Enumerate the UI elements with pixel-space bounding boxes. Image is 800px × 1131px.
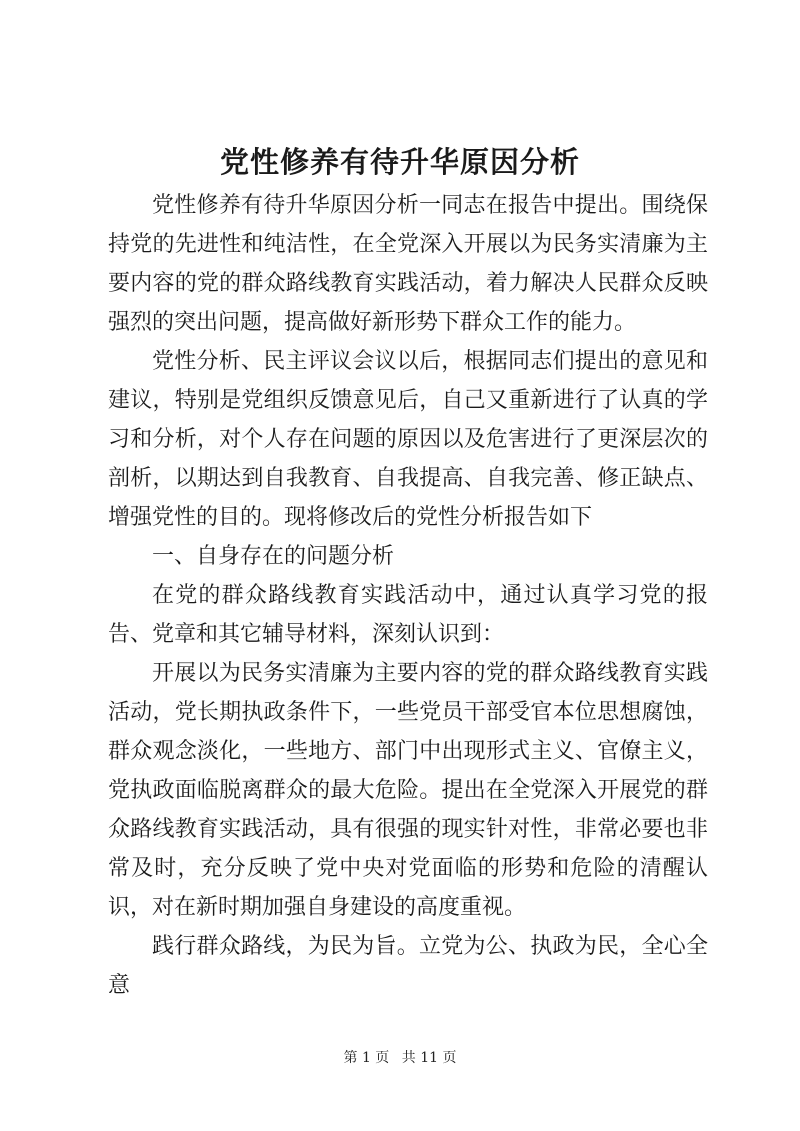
paragraph: 党性分析、民主评议会议以后，根据同志们提出的意见和建议，特别是党组织反馈意见后，自己又重新进行了认真的学习和分析，对个人存在问题的原因以及危害进行了更深层次的剖析，以期达到自我教育、自我提高、自我完善、修正缺点、增强党性的目的。现将修改后的党性分析报告如下 xyxy=(108,349,708,530)
section-heading: 一、自身存在的问题分析 xyxy=(152,544,395,569)
paragraph: 践行群众路线，为民为旨。立党为公、执政为民，全心全意 xyxy=(108,934,708,998)
page-total: 共 11 页 xyxy=(401,1050,457,1066)
paragraph: 党性修养有待升华原因分析一同志在报告中提出。围绕保持党的先进性和纯洁性，在全党深入开展以为民务实清廉为主要内容的党的群众路线教育实践活动，着力解决人民群众反映强烈的突出问题，提高做好新形势下群众工作的能力。 xyxy=(108,193,708,335)
document-body xyxy=(108,186,708,1005)
page-number: 第 1 页 xyxy=(343,1050,390,1066)
paragraph: 在党的群众路线教育实践活动中，通过认真学习党的报告、党章和其它辅导材料，深刻认识到： xyxy=(108,583,708,647)
paragraph: 开展以为民务实清廉为主要内容的党的群众路线教育实践活动，党长期执政条件下，一些党员干部受官本位思想腐蚀，群众观念淡化，一些地方、部门中出现形式主义、官僚主义，党执政面临脱离群众的最大危险。提出在全党深入开展党的群众路线教育实践活动，具有很强的现实针对性，非常必要也非常及时，充分反映了党中央对党面临的形势和危险的清醒认识，对在新时期加强自身建设的高度重视。 xyxy=(108,661,708,920)
document-title: 党性修养有待升华原因分析 xyxy=(219,145,580,179)
page-footer xyxy=(0,1048,800,1068)
